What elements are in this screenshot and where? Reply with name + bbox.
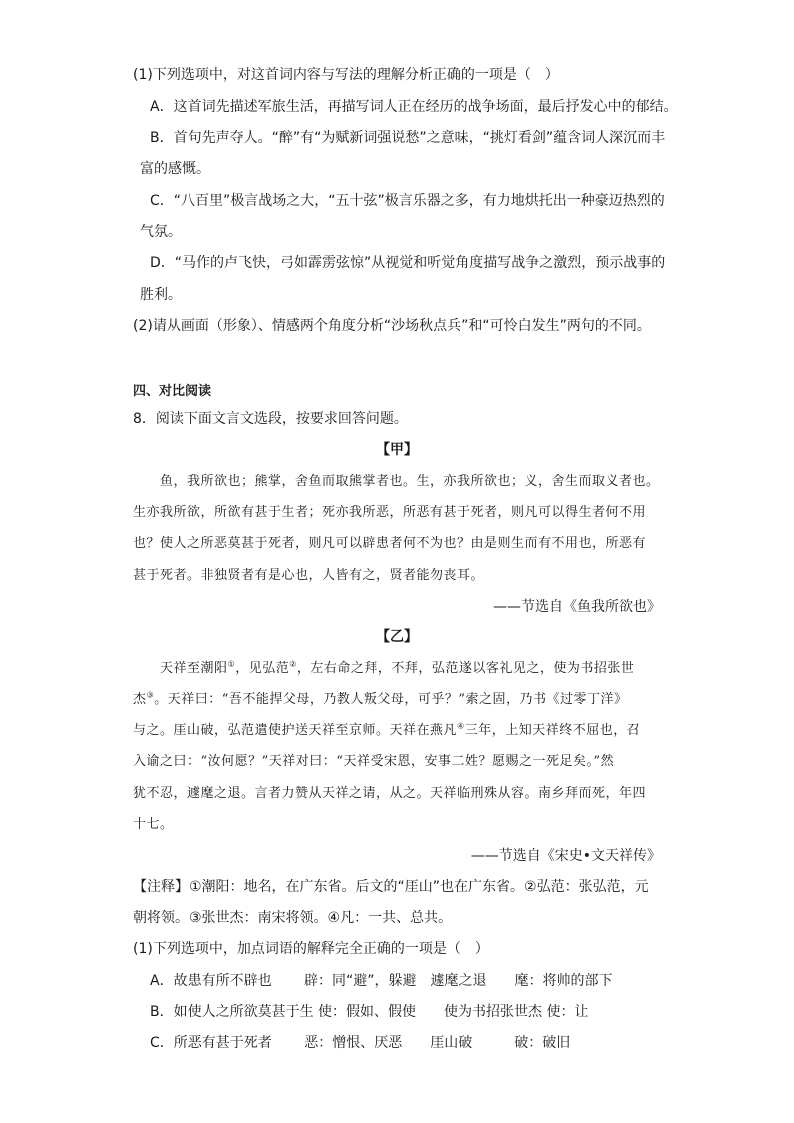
- q2-stem: (2)请从画面（形象）、情感两个角度分析“沙场秋点兵”和“可怜白发生”两句的不同。: [133, 318, 651, 334]
- q1-option-b-line2: 富的感慨。: [140, 161, 210, 177]
- note-ref-3: ③: [146, 690, 155, 700]
- q1-option-d-line2: 胜利。: [140, 287, 182, 303]
- note-ref-1: ①: [227, 659, 236, 669]
- q8-1-option-c: C．所恶有甚于死者 恶：憎恨、厌恶 厓山破 破：破旧: [150, 1035, 571, 1051]
- passage-yi-line3: 与之。厓山破，弘范遣使护送天祥至京师。天祥在燕凡④三年，上知天祥终不屈也，召: [133, 721, 641, 738]
- note-ref-4: ④: [457, 721, 465, 731]
- passage-yi-line6: 十七。: [133, 817, 174, 832]
- passage-jia-heading: 【甲】: [376, 442, 418, 458]
- passage-jia-line4: 甚于死者。非独贤者有是心也，人皆有之，贤者能勿丧耳。: [133, 568, 485, 583]
- q1-option-b-line1: B．首句先声夺人。“醉”有“为赋新词强说愁”之意味，“挑灯看剑”蕴含词人深沉而丰: [150, 130, 666, 146]
- q1-option-c-line2: 气氛。: [140, 224, 182, 240]
- q1-stem: (1)下列选项中，对这首词内容与写法的理解分析正确的一项是（ ）: [133, 67, 559, 83]
- passage-yi-line5: 犹不忍，遽麾之退。言者力赞从天祥之请，从之。天祥临刑殊从容。南乡拜而死，年四: [133, 786, 647, 801]
- q8-1-stem: (1)下列选项中，加点词语的解释完全正确的一项是（ ）: [133, 941, 489, 957]
- passage-yi-source: ——节选自《宋史•文天祥传》: [470, 848, 661, 864]
- section-title: 四、对比阅读: [133, 384, 212, 399]
- passage-jia-line1: 鱼，我所欲也；熊掌，舍鱼而取熊掌者也。生，亦我所欲也；义，舍生而取义者也。: [160, 474, 660, 489]
- passage-yi-heading: 【乙】: [376, 629, 418, 645]
- q1-option-c-line1: C．“八百里”极言战场之大，“五十弦”极言乐器之多，有力地烘托出一种豪迈热烈的: [150, 193, 665, 209]
- passage-yi-line1: 天祥至潮阳①，见弘范②，左右命之拜，不拜，弘范遂以客礼见之，使为书招张世: [160, 659, 635, 676]
- note-ref-2: ②: [289, 659, 297, 669]
- q1-option-d-line1: D．“马作的卢飞快，弓如霹雳弦惊”从视觉和听觉角度描写战争之激烈，预示战事的: [150, 255, 666, 271]
- passage-yi-line2: 杰③。天祥曰：“吾不能捍父母，乃教人叛父母，可乎？”索之固，乃书《过零丁洋》: [133, 690, 628, 707]
- q8-1-option-b: B．如使人之所欲莫甚于生 使：假如、假使 使为书招张世杰 使：让: [150, 1004, 589, 1020]
- q1-option-a: A．这首词先描述军旅生活，再描写词人正在经历的战争场面，最后抒发心中的郁结。: [150, 99, 678, 115]
- q8-1-option-a: A．故患有所不辟也 辟：同“避”，躲避 遽麾之退 麾：将帅的部下: [150, 973, 613, 989]
- passage-yi-line4: 入谕之曰：“汝何愿？”天祥对曰：“天祥受宋恩，安事二姓？愿赐之一死足矣。”然: [133, 754, 615, 769]
- annotation-line2: 朝将领。③张世杰：南宋将领。④凡：一共、总共。: [133, 910, 453, 926]
- q8-stem: 8．阅读下面文言文选段，按要求回答问题。: [133, 411, 408, 427]
- passage-jia-source: ——节选自《鱼我所欲也》: [493, 599, 661, 615]
- annotation-line1: 【注释】①潮阳：地名，在广东省。后文的“厓山”也在广东省。②弘范：张弘范，元: [133, 879, 649, 895]
- passage-jia-line2: 生亦我所欲，所欲有甚于生者；死亦我所恶，所恶有甚于死者，则凡可以得生者何不用: [133, 505, 647, 520]
- passage-jia-line3: 也？使人之所恶莫甚于死者，则凡可以辟患者何不为也？由是则生而有不用也，所恶有: [133, 536, 647, 551]
